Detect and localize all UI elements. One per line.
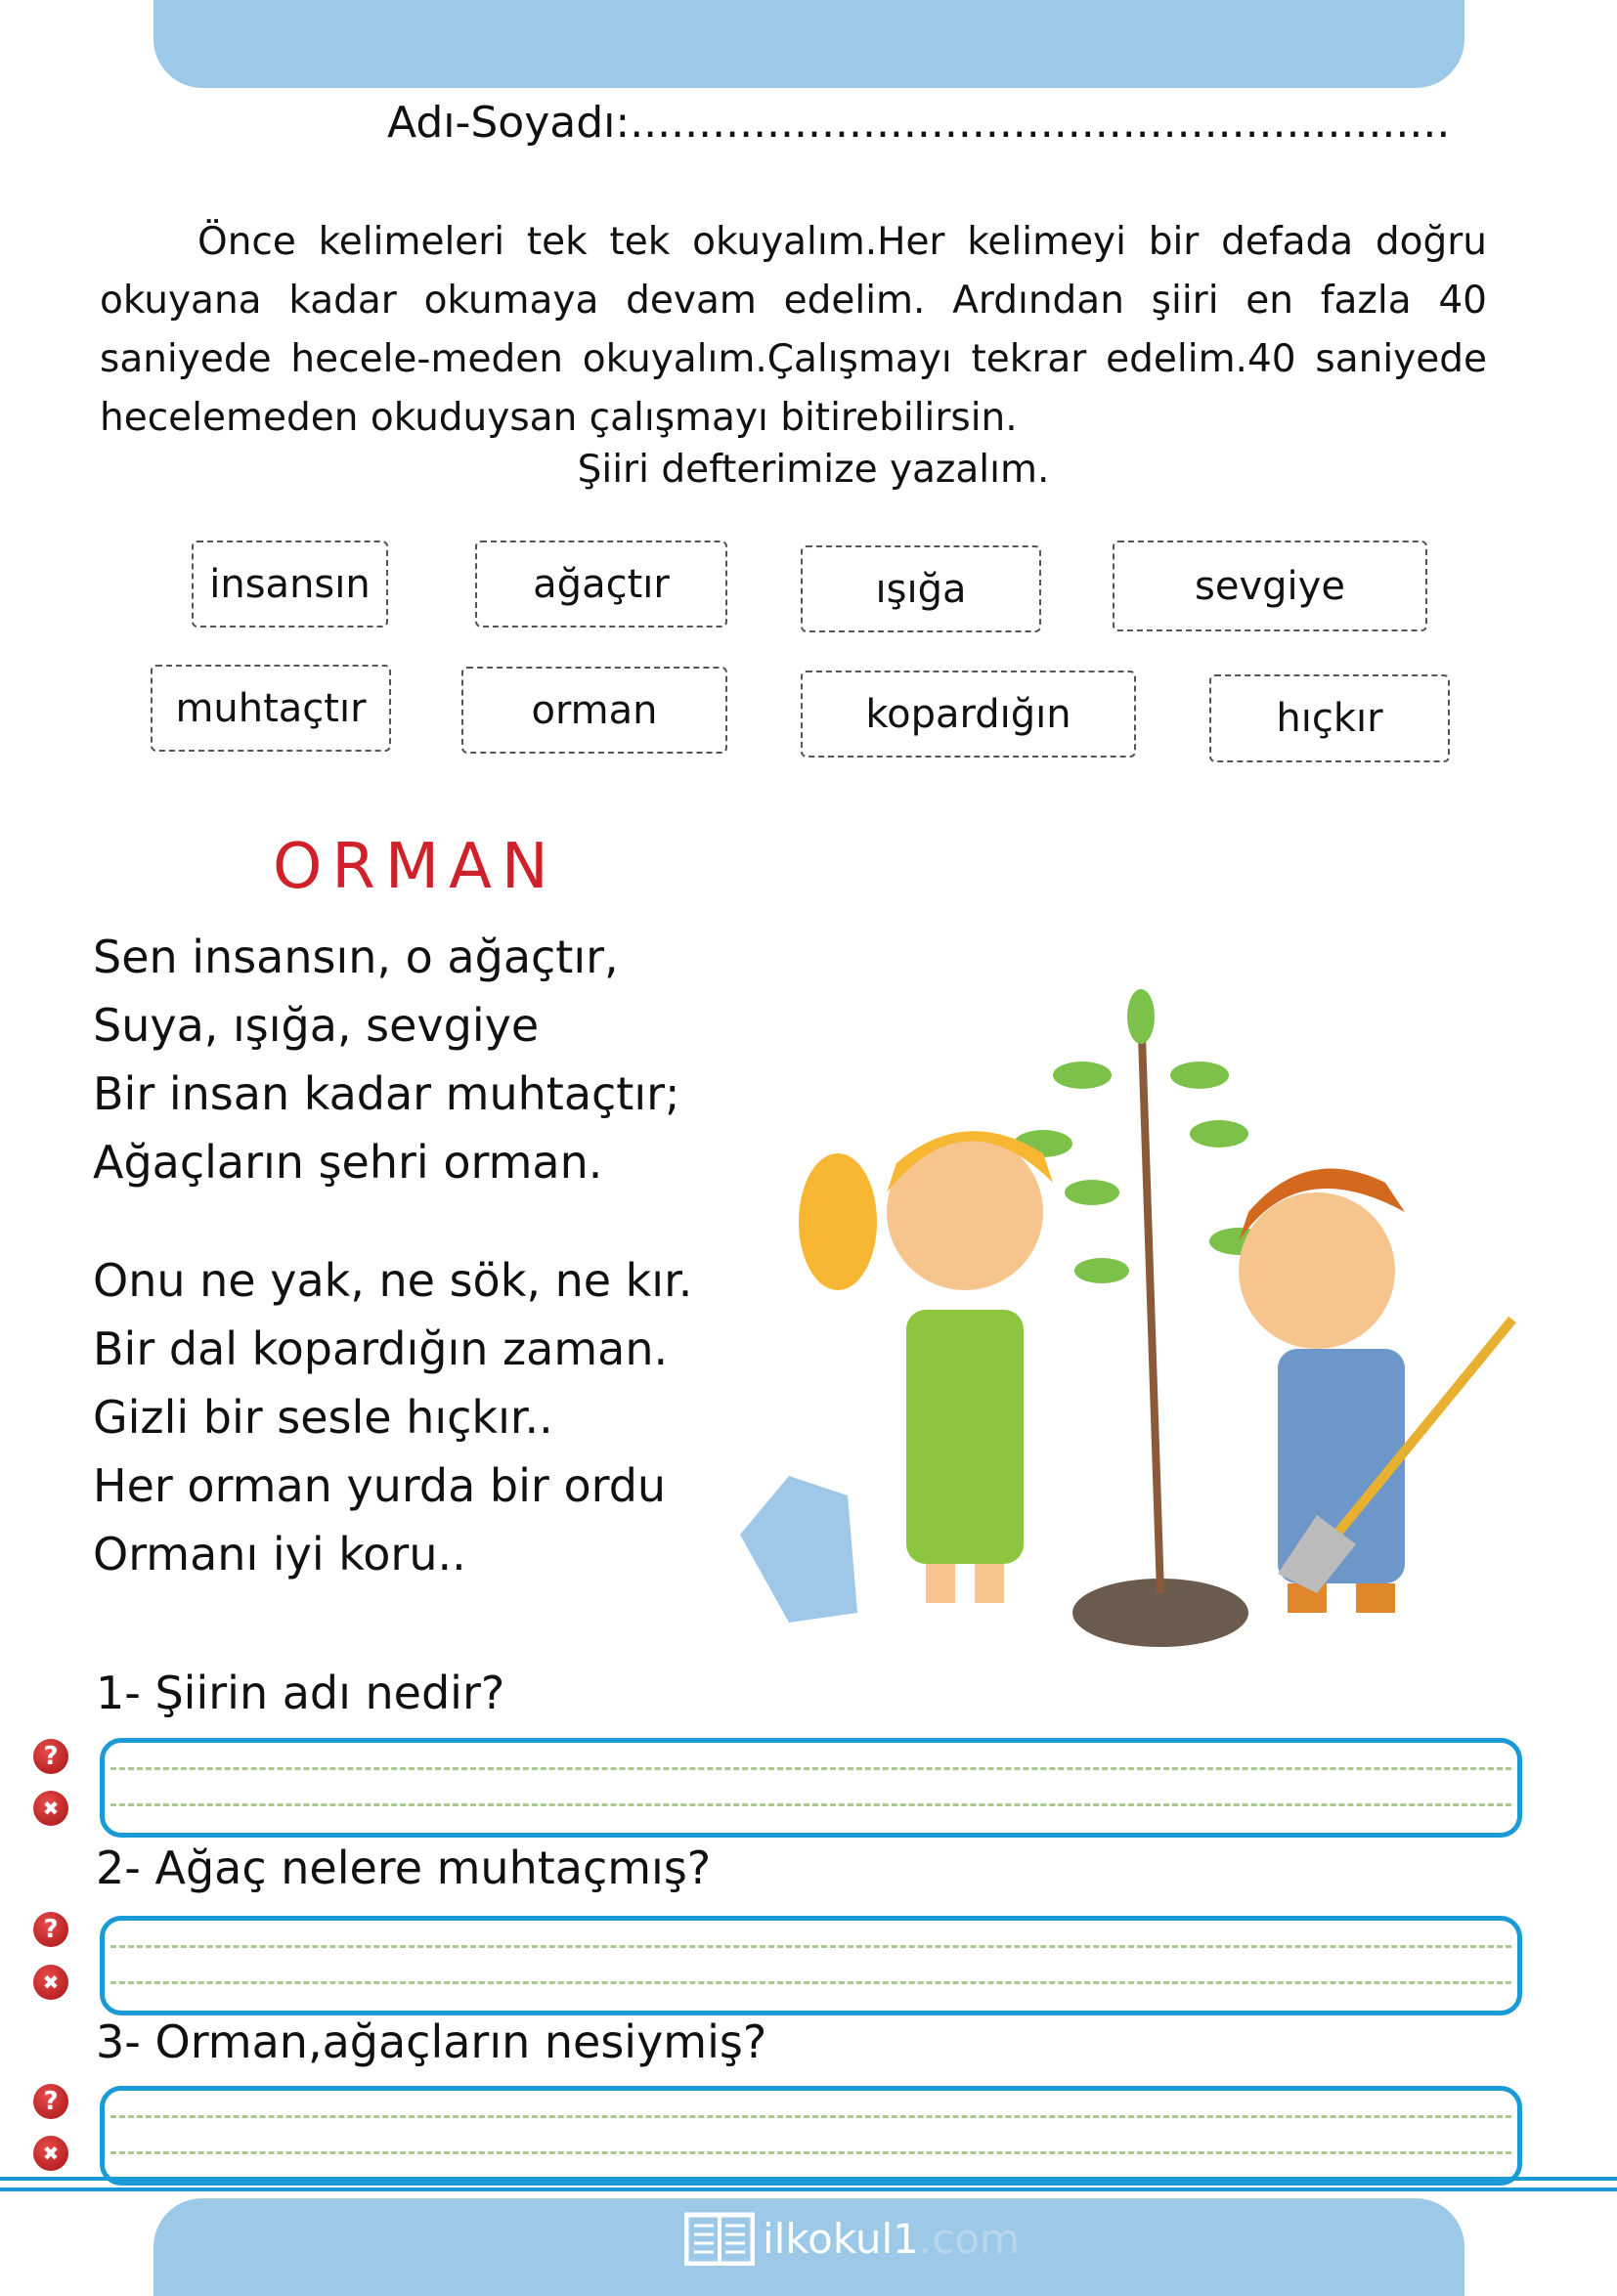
top-banner (153, 0, 1464, 88)
answer-field-3[interactable] (100, 2086, 1522, 2186)
word-card: sevgiye (1113, 541, 1427, 631)
word-card: insansın (192, 541, 388, 628)
poem-stanza-1 (93, 923, 680, 1196)
answer-field-1[interactable] (100, 1738, 1522, 1838)
question-2: 2- Ağaç nelere muhtaçmış? (96, 1841, 712, 1894)
poem-title: ORMAN (273, 831, 558, 903)
question-1: 1- Şiirin adı nedir? (96, 1667, 505, 1719)
divider (0, 2177, 1617, 2181)
question-3: 3- Orman,ağaçların nesiymiş? (96, 2015, 767, 2068)
logo-suffix: .com (918, 2214, 1020, 2263)
help-icon[interactable]: ? (33, 2084, 68, 2119)
poem-stanza-2 (93, 1246, 692, 1588)
help-icon[interactable]: ? (33, 1912, 68, 1947)
word-card: ışığa (801, 545, 1041, 632)
poem-line: Suya, ışığa, sevgiye (93, 999, 540, 1052)
poem-line: Ağaçların şehri orman. (93, 1136, 603, 1189)
divider (0, 2188, 1617, 2191)
answer-field-2[interactable] (100, 1916, 1522, 2015)
poem-line: Her orman yurda bir ordu (93, 1459, 667, 1512)
help-icon[interactable]: ? (33, 1739, 68, 1774)
open-book-icon (684, 2211, 755, 2266)
word-card: kopardığın (801, 671, 1136, 758)
poem-line: Onu ne yak, ne sök, ne kır. (93, 1254, 693, 1307)
instructions-subline: Şiiri defterimize yazalım. (577, 448, 1050, 492)
clear-icon[interactable]: ✖ (33, 1791, 68, 1826)
children-planting-tree-illustration (730, 987, 1522, 1662)
word-card: ağaçtır (475, 541, 727, 628)
poem-line: Bir dal kopardığın zaman. (93, 1322, 669, 1375)
clear-icon[interactable]: ✖ (33, 1965, 68, 2000)
instructions-text: Önce kelimeleri tek tek okuyalım.Her kelimeyi bir defada doğru okuyana kadar okumaya devam edelim. Ardından şiiri en fazla 40 saniyede hecele-meden okuyalım.Çalışmayı tekrar edelim.40 saniyede hecelemeden okuduysan çalışmayı bitirebilirsin. (100, 220, 1487, 440)
clear-icon[interactable]: ✖ (33, 2136, 68, 2171)
word-card: orman (461, 667, 727, 754)
instructions (100, 213, 1487, 448)
poem-line: Sen insansın, o ağaçtır, (93, 931, 619, 983)
poem-line: Gizli bir sesle hıçkır.. (93, 1391, 553, 1444)
poem-line: Ormanı iyi koru.. (93, 1528, 466, 1581)
logo-text: ilkokul1 (763, 2214, 919, 2263)
poem-line: Bir insan kadar muhtaçtır; (93, 1067, 680, 1120)
word-card: hıçkır (1209, 674, 1450, 762)
name-field-label: Adı-Soyadı:............................................................ (387, 98, 1451, 148)
footer-logo (684, 2211, 1020, 2266)
word-card: muhtaçtır (151, 665, 391, 752)
